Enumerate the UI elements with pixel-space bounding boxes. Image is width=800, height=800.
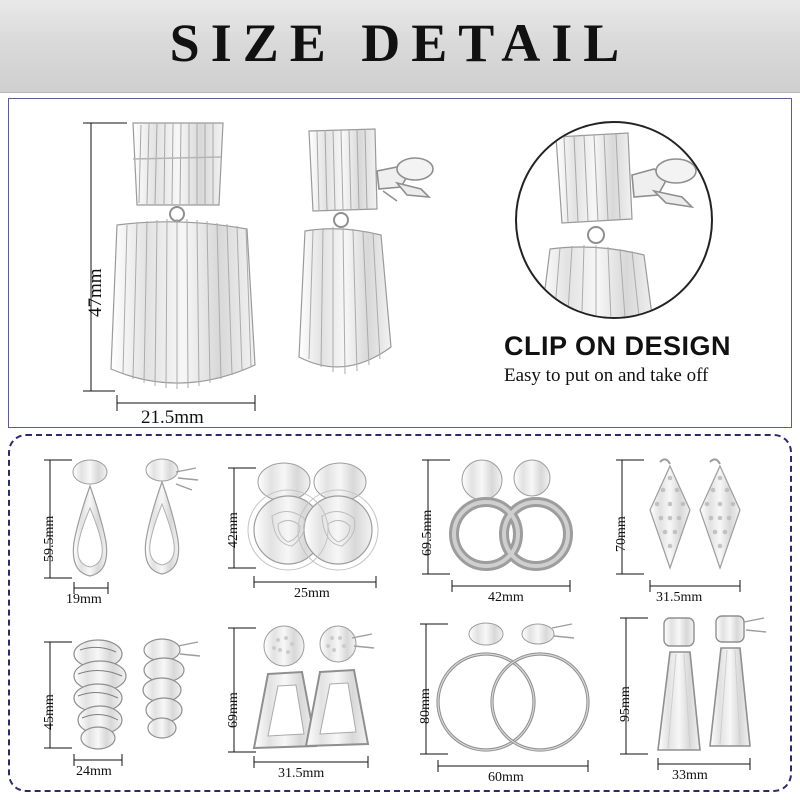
variant-6-width-label: 60mm [488,770,524,785]
variant-2-width-label: 42mm [488,590,524,605]
main-height-label: 47mm [85,268,106,317]
clip-on-detail [504,115,774,415]
variants-panel [8,434,792,792]
main-width-label: 21.5mm [141,407,204,428]
variant-open-hoop-stud [410,448,600,610]
variant-trapezoid-textured [216,614,401,790]
variant-3-height-label: 70mm [614,516,629,552]
large-circle-hoop-illustration [408,614,603,790]
variant-7-width-label: 33mm [672,768,708,783]
variant-4-height-label: 45mm [42,694,57,730]
variant-6-height-label: 80mm [418,688,433,724]
variant-1-width-label: 25mm [294,586,330,601]
variant-5-height-label: 69mm [226,692,241,728]
variant-rhombus-pave [604,448,784,610]
variant-tapered-bar [608,608,788,790]
trapezoid-textured-illustration [216,614,401,790]
earring-side-view [279,119,499,409]
header-bar [0,0,800,93]
clip-design-title: CLIP ON DESIGN [504,331,732,361]
page-title: SIZE DETAIL [169,13,631,73]
variant-7-height-label: 95mm [618,686,633,722]
variant-teardrop-drop [28,450,208,610]
variant-flower-disc [216,450,401,610]
open-hoop-stud-illustration [410,448,600,610]
earring-side-illustration [279,119,499,409]
tapered-bar-illustration [608,608,788,790]
variant-1-height-label: 42mm [226,512,241,548]
variant-5-width-label: 31.5mm [278,766,325,781]
clip-design-subtitle: Easy to put on and take off [504,365,709,386]
clip-magnifier-illustration [504,115,774,345]
variant-large-circle-hoop [408,614,603,790]
rhombus-pave-illustration [604,448,784,610]
variant-3-width-label: 31.5mm [656,590,703,605]
variant-4-width-label: 24mm [76,764,112,779]
main-detail-panel [8,98,792,428]
variant-coiled-spiral [28,620,208,788]
variant-0-width-label: 19mm [66,592,102,607]
variant-0-height-label: 59.5mm [42,515,57,562]
variant-2-height-label: 69.5mm [420,509,435,556]
